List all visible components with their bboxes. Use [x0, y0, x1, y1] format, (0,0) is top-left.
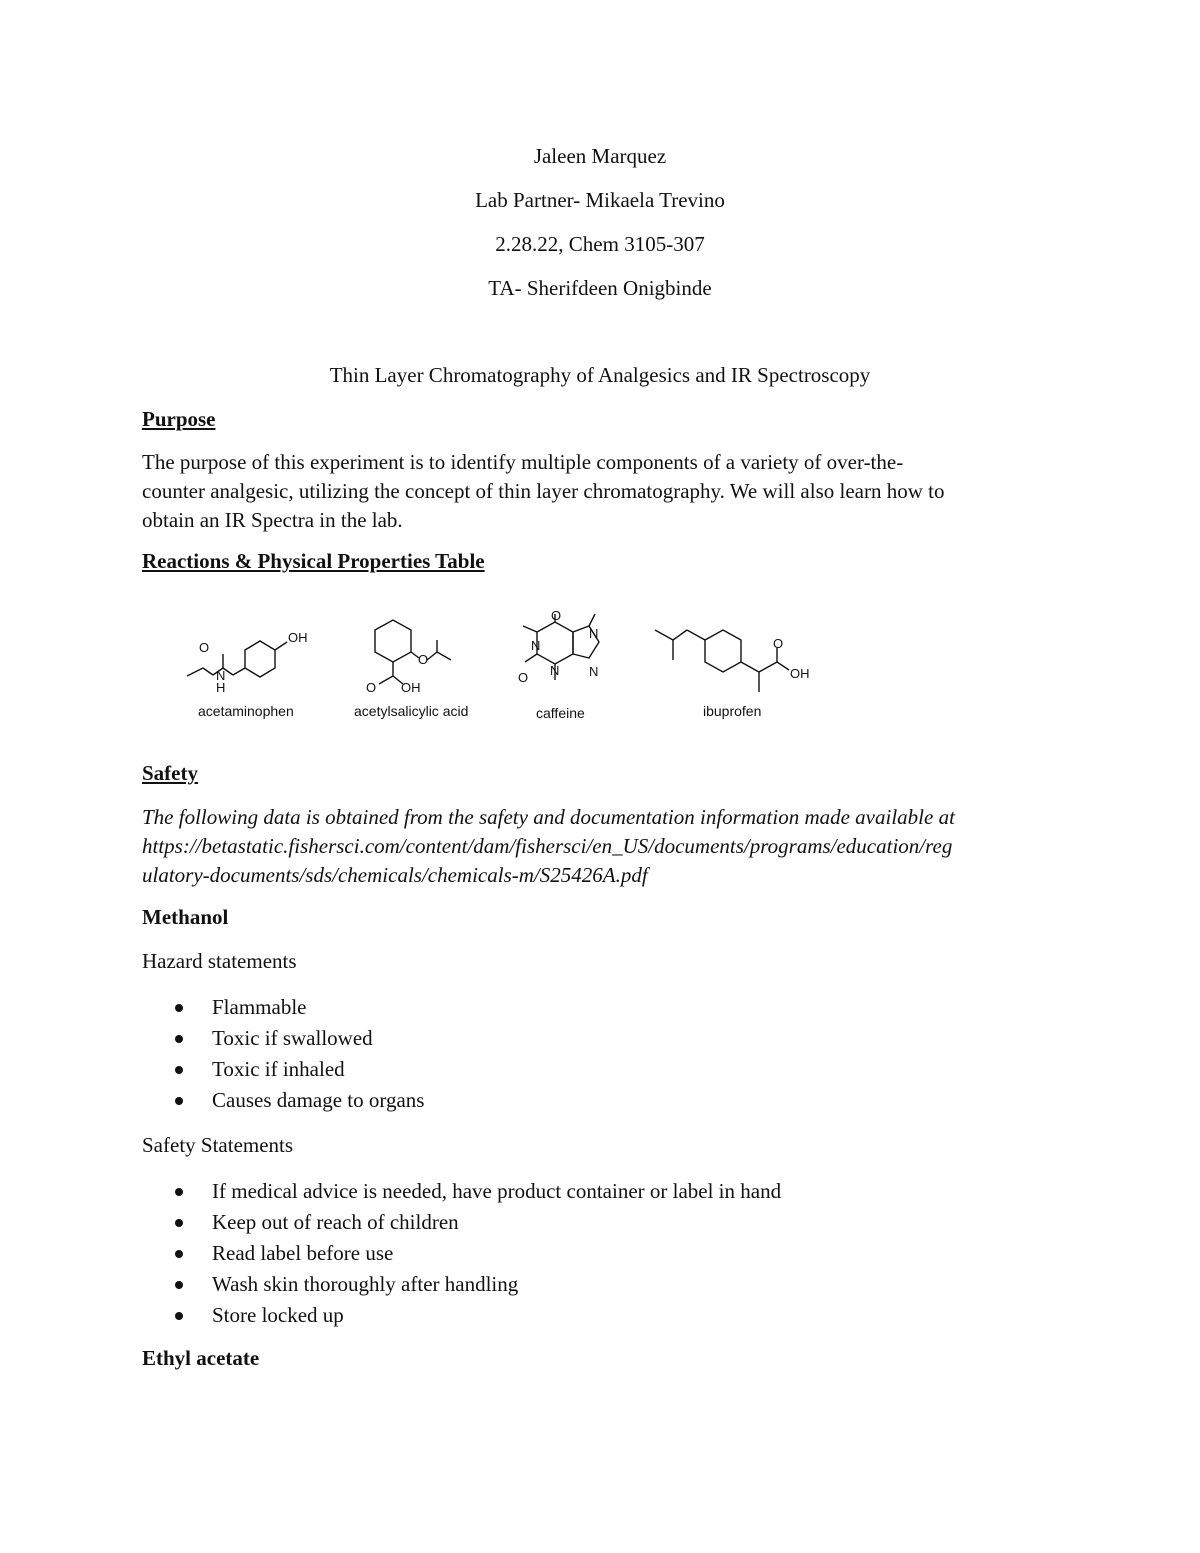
list-item-text: Wash skin thoroughly after handling — [212, 1272, 519, 1296]
list-item — [142, 1054, 424, 1085]
ibuprofen-o-label: O — [773, 636, 784, 651]
methanol-heading: Methanol — [142, 905, 229, 929]
purpose-line: obtain an IR Spectra in the lab. — [142, 508, 403, 532]
bullet-icon — [175, 1312, 183, 1320]
caffeine-ring — [537, 622, 573, 664]
list-item — [142, 992, 424, 1023]
list-item — [142, 1238, 781, 1269]
lab-partner: Lab Partner- Mikaela Trevino — [475, 188, 725, 212]
date-course: 2.28.22, Chem 3105-307 — [495, 232, 705, 256]
acetaminophen-o-label: O — [199, 640, 210, 655]
acetaminophen-h-label: H — [216, 680, 226, 695]
list-item — [142, 1023, 424, 1054]
safety-source-line: The following data is obtained from the safety and documentation information made available at — [142, 805, 955, 829]
bullet-icon — [175, 1004, 183, 1012]
caffeine-n2-label: N — [550, 663, 560, 678]
bullet-icon — [175, 1035, 183, 1043]
list-item-text: Causes damage to organs — [212, 1088, 425, 1112]
hazard-statements-label: Hazard statements — [142, 949, 297, 973]
purpose-line: The purpose of this experiment is to identify multiple components of a variety of over-the- — [142, 450, 904, 474]
safety-statement-list — [142, 1176, 781, 1331]
aspirin-o2-label: O — [366, 680, 377, 695]
ibuprofen-caption: ibuprofen — [703, 703, 762, 719]
safety-source-line: ulatory-documents/sds/chemicals/chemicals-m/S25426A.pdf — [142, 863, 648, 887]
safety-heading: Safety — [142, 761, 198, 785]
list-item-text: Keep out of reach of children — [212, 1210, 459, 1234]
list-item-text: If medical advice is needed, have product container or label in hand — [212, 1179, 782, 1203]
safety-source-line: https://betastatic.fishersci.com/content/dam/fishersci/en_US/documents/programs/education/reg — [142, 834, 953, 858]
aspirin-oh-label: OH — [401, 680, 421, 695]
acetaminophen-oh-label: OH — [288, 630, 308, 645]
author-name: Jaleen Marquez — [533, 144, 667, 168]
list-item — [142, 1207, 781, 1238]
list-item — [142, 1269, 781, 1300]
list-item — [142, 1176, 781, 1207]
purpose-paragraph — [142, 448, 1062, 535]
purpose-heading: Purpose — [142, 407, 216, 431]
bullet-icon — [175, 1188, 183, 1196]
caffeine-caption: caffeine — [536, 705, 585, 721]
bullet-icon — [175, 1281, 183, 1289]
acetaminophen-n-label: N — [216, 668, 226, 683]
chemical-structures — [175, 600, 835, 730]
aspirin-caption: acetylsalicylic acid — [354, 703, 469, 719]
hazard-list — [142, 992, 424, 1116]
caffeine-n1-label: N — [531, 638, 541, 653]
bullet-icon — [175, 1250, 183, 1258]
aspirin-ring — [375, 620, 411, 662]
list-item — [142, 1300, 781, 1331]
acetaminophen-caption: acetaminophen — [198, 703, 294, 719]
structures-svg — [175, 600, 835, 730]
safety-statements-label: Safety Statements — [142, 1133, 294, 1157]
teaching-assistant: TA- Sherifdeen Onigbinde — [488, 276, 712, 300]
reactions-heading: Reactions & Physical Properties Table — [142, 549, 485, 573]
acetaminophen-ring — [245, 641, 275, 677]
list-item-text: Flammable — [212, 995, 307, 1019]
bullet-icon — [175, 1219, 183, 1227]
list-item — [142, 1085, 424, 1116]
caffeine-n3-label: N — [589, 626, 599, 641]
bullet-icon — [175, 1066, 183, 1074]
caffeine-n4-label: N — [589, 664, 599, 679]
caffeine-o-label: O — [551, 608, 562, 623]
list-item-text: Store locked up — [212, 1303, 344, 1327]
list-item-text: Read label before use — [212, 1241, 394, 1265]
ethyl-acetate-heading: Ethyl acetate — [142, 1346, 260, 1370]
aspirin-o-label: O — [418, 652, 429, 667]
purpose-line: counter analgesic, utilizing the concept of thin layer chromatography. We will also learn how to — [142, 479, 945, 503]
bullet-icon — [175, 1097, 183, 1105]
caffeine-o2-label: O — [518, 670, 529, 685]
document-title: Thin Layer Chromatography of Analgesics and IR Spectroscopy — [329, 363, 871, 387]
list-item-text: Toxic if inhaled — [212, 1057, 345, 1081]
list-item-text: Toxic if swallowed — [212, 1026, 373, 1050]
ibuprofen-ring — [705, 630, 741, 672]
ibuprofen-oh-label: OH — [790, 666, 810, 681]
safety-source — [142, 803, 1062, 890]
